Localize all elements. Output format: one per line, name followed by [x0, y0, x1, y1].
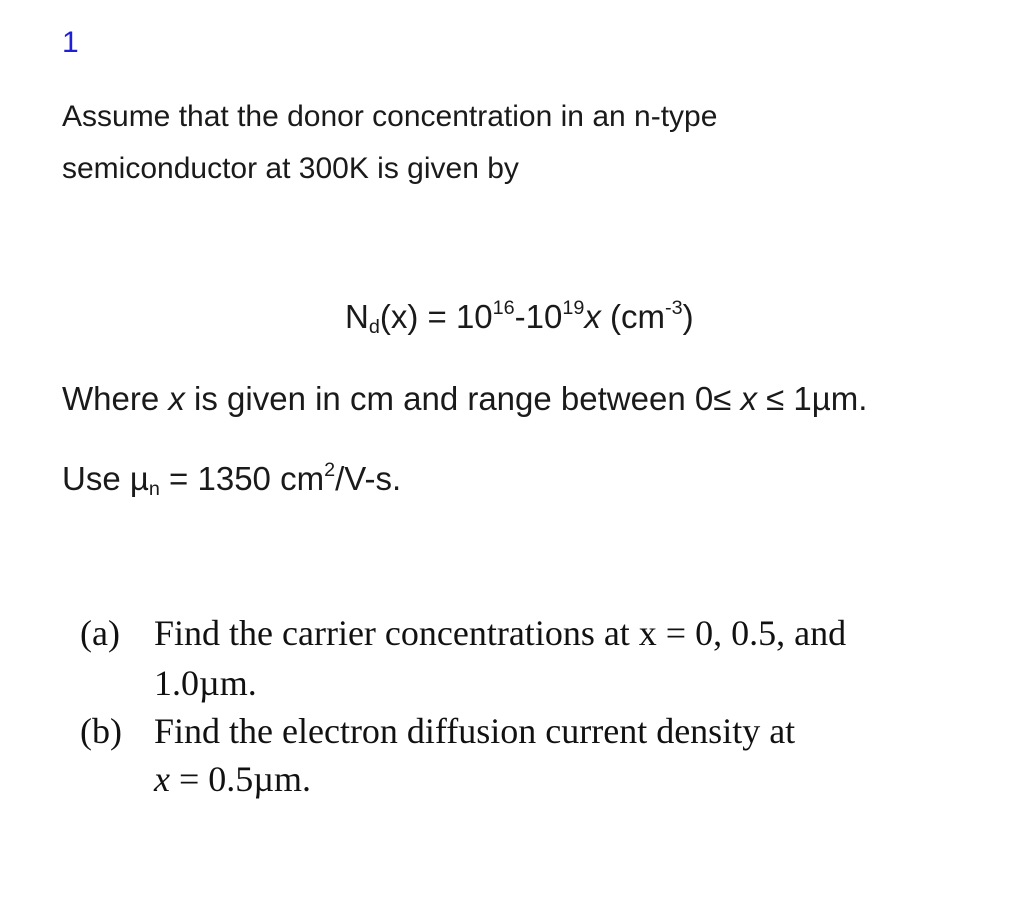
part-a-text-line-1: Find the carrier concentrations at x = 0, 0.5, and [154, 613, 847, 653]
mobility-subscript: n [148, 477, 160, 500]
part-b-variable: x [154, 759, 170, 799]
equation-symbol-subscript: d [368, 315, 380, 338]
range-variable-2: x [740, 380, 757, 417]
equation-minus-term: -10 [514, 298, 563, 335]
equation-lhs: (x) = 10 [379, 298, 493, 335]
part-b-value: = 0.5µm. [169, 759, 312, 799]
intro-text-line-2: semiconductor at 300K is given by [62, 152, 519, 185]
range-prefix: Where [62, 380, 169, 417]
equation-symbol: N [345, 298, 369, 335]
equation-exponent-2: 19 [562, 297, 585, 320]
range-variable-1: x [168, 380, 185, 417]
mobility-value: = 1350 cm [159, 460, 325, 497]
part-a-text-line-2: 1.0µm. [154, 663, 257, 703]
range-suffix: ≤ 1µm. [756, 380, 868, 417]
mobility-superscript: 2 [324, 459, 336, 482]
equation-unit-open: (cm [600, 298, 666, 335]
donor-concentration-equation [345, 298, 694, 339]
equation-unit-exponent: -3 [665, 297, 683, 320]
range-statement [62, 380, 867, 418]
part-b-text-line-2 [154, 758, 311, 800]
question-number: 1 [62, 26, 79, 59]
mobility-prefix: Use µ [62, 460, 149, 497]
range-middle: is given in cm and range between 0≤ [184, 380, 741, 417]
part-a-label: (a) [80, 613, 120, 653]
part-b-label: (b) [80, 711, 122, 751]
mobility-unit-suffix: /V-s. [335, 460, 402, 497]
mobility-statement [62, 460, 401, 501]
equation-exponent-1: 16 [492, 297, 515, 320]
intro-text-line-1: Assume that the donor concentration in an n-type [62, 100, 718, 133]
part-b-text-line-1: Find the electron diffusion current density at [154, 711, 796, 751]
equation-unit-close: ) [682, 298, 694, 335]
equation-variable: x [584, 298, 601, 335]
